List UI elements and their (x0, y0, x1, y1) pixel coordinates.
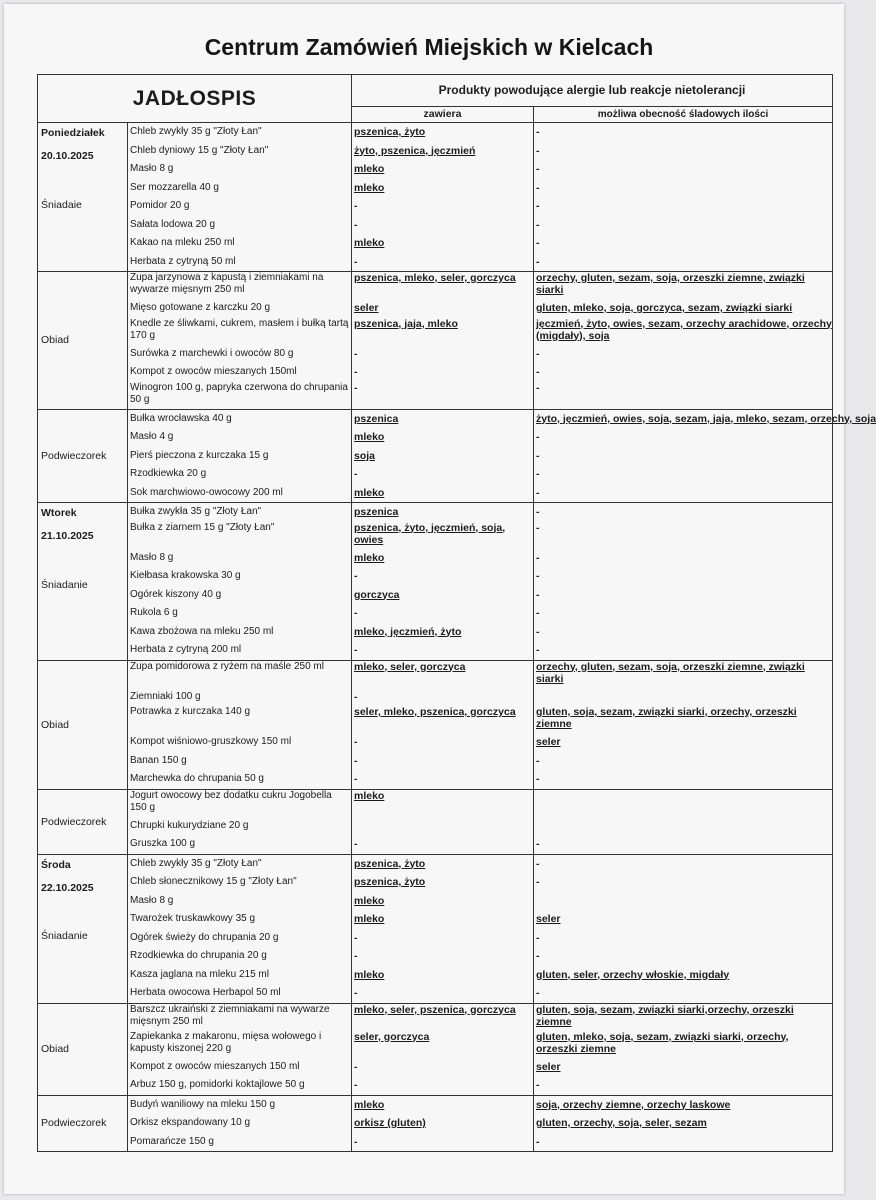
allergen-contains: - (354, 468, 358, 480)
allergen-contains: pszenica, żyto (354, 876, 426, 888)
allergen-contains: - (354, 1135, 358, 1148)
menu-item: Masło 8 g (130, 551, 174, 563)
allergen-traces: - (536, 506, 540, 518)
menu-item: Bułka zwykła 35 g "Złoty Łan" (130, 506, 262, 517)
menu-item: Pierś pieczona z kurczaka 15 g (130, 449, 269, 461)
allergen-contains: mleko (354, 968, 385, 981)
traces-cell (534, 660, 833, 789)
contains-cell (352, 1003, 534, 1095)
allergen-traces: - (536, 381, 540, 394)
allergen-contains: mleko (354, 237, 385, 249)
allergen-contains: - (354, 773, 358, 785)
allergen-traces: - (536, 838, 540, 850)
menu-item: Ziemniaki 100 g (130, 690, 201, 702)
allergen-contains: - (354, 931, 358, 944)
menu-item: Kompot z owoców mieszanych 150ml (130, 366, 297, 377)
menu-item: Orkisz ekspandowany 10 g (130, 1117, 251, 1128)
traces-cell (534, 272, 833, 410)
allergen-traces (534, 892, 832, 911)
menu-block-row (38, 789, 833, 854)
allergen-contains: - (354, 381, 358, 394)
allergen-contains: mleko (354, 181, 385, 194)
meal-label-cell (38, 409, 128, 503)
traces-cell (534, 854, 833, 1003)
allergen-contains: - (354, 347, 358, 360)
menu-item: Chrupki kukurydziane 20 g (130, 819, 249, 831)
menu-block-row (38, 272, 833, 410)
menu-item: Gruszka 100 g (130, 838, 196, 849)
items-cell (128, 123, 352, 272)
allergen-contains: - (354, 255, 358, 268)
allergen-contains: seler (354, 302, 379, 314)
meal-label-cell (38, 1095, 128, 1152)
menu-item: Ogórek kiszony 40 g (130, 588, 222, 600)
allergen-traces: gluten, soja, sezam, związki siarki, orzechy, orzeszki ziemne (536, 706, 797, 730)
items-cell (128, 660, 352, 789)
allergen-contains: seler, gorczyca (354, 1030, 430, 1043)
allergen-traces: seler (536, 736, 561, 748)
menu-item: Kompot z owoców mieszanych 150 ml (130, 1060, 300, 1072)
menu-item: Masło 8 g (130, 163, 174, 174)
allergen-contains: mleko (354, 163, 385, 175)
menu-item: Twarożek truskawkowy 35 g (130, 913, 256, 924)
meal-label-cell (38, 503, 128, 661)
menu-item: Chleb słonecznikowy 15 g "Złoty Łan" (130, 876, 297, 887)
menu-item: Masło 8 g (130, 894, 174, 906)
day-name: Poniedziałek (41, 127, 105, 139)
allergen-contains: mleko (354, 551, 385, 564)
menu-item: Kawa zbożowa na mleku 250 ml (130, 625, 274, 637)
day-date: 22.10.2025 (41, 881, 94, 894)
menu-item: Bułka wrocławska 40 g (130, 412, 232, 424)
allergen-contains: - (354, 218, 358, 231)
allergen-contains: - (354, 838, 358, 850)
meal-label-cell (38, 1003, 128, 1095)
allergen-contains: mleko (354, 789, 385, 802)
allergen-traces: - (536, 181, 540, 194)
allergen-traces: - (536, 754, 540, 767)
allergen-traces: - (536, 163, 540, 175)
allergen-traces: - (536, 644, 540, 656)
allergen-contains: - (354, 950, 358, 962)
day-name: Środa (41, 858, 71, 871)
menu-item: Winogron 100 g, papryka czerwona do chrupania 50 g (130, 381, 348, 405)
allergen-traces: - (536, 607, 540, 619)
menu-block-row (38, 503, 833, 661)
items-cell (128, 854, 352, 1003)
meal-name: Śniadaie (41, 198, 82, 211)
menu-item: Zupa pomidorowa z ryżem na maśle 250 ml (130, 660, 324, 672)
allergen-traces: - (536, 931, 540, 944)
meal-name: Śniadanie (41, 930, 88, 942)
allergen-traces: - (536, 468, 540, 480)
allergen-contains: pszenica, jaja, mleko (354, 317, 458, 330)
allergen-contains: pszenica, żyto (354, 126, 426, 138)
meal-label-cell (38, 123, 128, 272)
allergen-traces: - (536, 773, 540, 785)
allergen-contains: pszenica, mleko, seler, gorczyca (354, 272, 516, 284)
menu-item: Herbata z cytryną 200 ml (130, 644, 242, 655)
allergen-traces: - (536, 950, 540, 962)
contains-cell (352, 123, 534, 272)
menu-block-row (38, 1095, 833, 1152)
allergen-contains: mleko (354, 894, 385, 907)
allergen-traces: - (536, 486, 540, 499)
allergen-traces: - (536, 366, 540, 378)
menu-item: Herbata owocowa Herbapol 50 ml (130, 987, 281, 998)
menu-table (37, 74, 876, 1152)
menu-item: Masło 4 g (130, 431, 174, 442)
traces-cell (534, 503, 833, 661)
allergen-traces: - (536, 218, 540, 231)
menu-block-row (38, 123, 833, 272)
traces-cell (534, 1095, 833, 1152)
allergen-traces: - (536, 857, 540, 870)
allergen-heading: Produkty powodujące alergie lub reakcje nietolerancji (352, 75, 833, 107)
allergen-traces: - (536, 200, 540, 212)
allergen-traces: orzechy, gluten, sezam, soja, orzeszki ziemne, związki siarki (536, 660, 805, 685)
allergen-contains: - (354, 1079, 358, 1091)
day-name: Wtorek (41, 507, 77, 519)
menu-item: Rzodkiewka 20 g (130, 468, 207, 479)
traces-cell (534, 409, 876, 503)
menu-item: Chleb zwykły 35 g "Złoty Łan" (130, 857, 262, 869)
allergen-traces: - (536, 449, 540, 462)
meal-name: Obiad (41, 1043, 70, 1055)
menu-item: Budyń waniliowy na mleku 150 g (130, 1098, 276, 1110)
allergen-contains: - (354, 366, 358, 378)
menu-item: Marchewka do chrupania 50 g (130, 773, 264, 784)
meal-label-cell (38, 272, 128, 410)
allergen-traces: soja, orzechy ziemne, orzechy laskowe (536, 1098, 731, 1111)
allergen-contains: - (354, 754, 358, 767)
menu-item: Mięso gotowane z karczku 20 g (130, 302, 271, 313)
allergen-traces: - (536, 551, 540, 564)
allergen-contains: żyto, pszenica, jęczmień (354, 144, 476, 157)
allergen-contains: soja (354, 449, 376, 462)
items-cell (128, 1095, 352, 1152)
menu-item: Barszcz ukraiński z ziemniakami na wywarze mięsnym 250 ml (130, 1003, 330, 1027)
allergen-traces: - (536, 987, 540, 999)
allergen-contains: pszenica, żyto (354, 857, 426, 870)
menu-item: Zapiekanka z makaronu, mięsa wołowego i kapusty kiszonej 220 g (130, 1030, 322, 1054)
day-date: 21.10.2025 (41, 530, 94, 542)
items-cell (128, 1003, 352, 1095)
menu-item: Ser mozzarella 40 g (130, 181, 219, 193)
allergen-contains: seler, mleko, pszenica, gorczyca (354, 706, 516, 718)
meal-name: Obiad (41, 718, 70, 731)
allergen-contains: - (354, 987, 358, 999)
menu-item: Kompot wiśniowo-gruszkowy 150 ml (130, 736, 292, 747)
allergen-traces: - (536, 126, 540, 138)
contains-cell (352, 409, 534, 503)
menu-item: Jogurt owocowy bez dodatku cukru Jogobella 150 g (130, 789, 332, 813)
allergen-contains: - (354, 690, 358, 703)
day-date: 20.10.2025 (41, 150, 94, 162)
menu-item: Chleb zwykły 35 g "Złoty Łan" (130, 126, 262, 137)
menu-sheet (4, 4, 876, 1194)
menu-item: Sałata lodowa 20 g (130, 218, 216, 230)
allergen-traces: gluten, mleko, soja, gorczyca, sezam, związki siarki (536, 302, 793, 314)
items-cell (128, 503, 352, 661)
meal-label-cell (38, 660, 128, 789)
page-title: Centrum Zamówień Miejskich w Kielcach (204, 34, 654, 60)
allergen-traces: gluten, seler, orzechy włoskie, migdały (536, 968, 730, 981)
menu-item: Rukola 6 g (130, 607, 178, 618)
items-cell (128, 409, 352, 503)
allergen-contains: mleko (354, 431, 385, 443)
allergen-traces: żyto, jęczmień, owies, soja, sezam, jaja, mleko, sezam, orzechy, soja (536, 412, 876, 425)
contains-cell (352, 789, 534, 854)
items-cell (128, 789, 352, 854)
allergen-traces: - (536, 1079, 540, 1091)
contains-cell (352, 660, 534, 789)
allergen-contains: - (354, 200, 358, 212)
allergen-traces: jęczmień, żyto, owies, sezam, orzechy arachidowe, orzechy (migdały), soja (536, 317, 832, 342)
menu-item: Kiełbasa krakowska 30 g (130, 570, 241, 581)
contains-cell (352, 503, 534, 661)
allergen-contains: mleko (354, 486, 385, 499)
menu-block-row (38, 409, 833, 503)
menu-item: Banan 150 g (130, 754, 187, 766)
menu-block-row (38, 1003, 833, 1095)
contains-cell (352, 854, 534, 1003)
items-cell (128, 272, 352, 410)
allergen-contains: - (354, 1060, 358, 1073)
allergen-traces: gluten, orzechy, soja, seler, sezam (536, 1117, 707, 1129)
meal-name: Podwieczorek (41, 815, 107, 828)
menu-body (38, 123, 876, 1152)
meal-name: Podwieczorek (41, 1117, 107, 1130)
allergen-traces: - (536, 255, 540, 268)
menu-item: Herbata z cytryną 50 ml (130, 255, 236, 267)
contains-cell (352, 272, 534, 410)
allergen-contains: pszenica, żyto, jęczmień, soja, owies (354, 521, 506, 546)
allergen-traces: - (536, 625, 540, 638)
traces-cell (534, 123, 833, 272)
allergen-contains: - (354, 736, 358, 748)
menu-item: Pomidor 20 g (130, 200, 190, 211)
allergen-traces: seler (536, 913, 561, 925)
menu-heading: JADŁOSPIS (38, 75, 352, 123)
menu-item: Arbuz 150 g, pomidorki koktajlowe 50 g (130, 1079, 305, 1090)
traces-heading: możliwa obecność śladowych ilości (534, 106, 833, 122)
traces-cell (534, 789, 833, 854)
allergen-contains: pszenica (354, 412, 399, 425)
allergen-contains: mleko (354, 1098, 385, 1111)
allergen-contains: - (354, 570, 358, 582)
menu-item: Kakao na mleku 250 ml (130, 237, 235, 248)
menu-item: Bułka z ziarnem 15 g "Złoty Łan" (130, 521, 275, 533)
menu-item: Kasza jaglana na mleku 215 ml (130, 968, 269, 980)
allergen-contains: mleko (354, 913, 385, 925)
allergen-traces: - (536, 588, 540, 601)
menu-item: Chleb dyniowy 15 g "Złoty Łan" (130, 144, 269, 156)
allergen-contains: mleko, seler, gorczyca (354, 660, 466, 673)
traces-cell (534, 1003, 833, 1095)
allergen-contains (352, 817, 533, 836)
meal-label-cell (38, 854, 128, 1003)
allergen-traces: - (536, 237, 540, 249)
allergen-traces: orzechy, gluten, sezam, soja, orzeszki ziemne, związki siarki (536, 272, 805, 296)
allergen-traces: gluten, soja, sezam, związki siarki,orzechy, orzeszki ziemne (536, 1003, 794, 1028)
menu-block-row (38, 854, 833, 1003)
menu-item: Zupa jarzynowa z kapustą i ziemniakami na wywarze mięsnym 250 ml (130, 272, 324, 295)
meal-name: Obiad (41, 334, 70, 347)
allergen-contains: orkisz (gluten) (354, 1117, 426, 1129)
allergen-traces: - (536, 876, 540, 888)
menu-item: Ogórek świeży do chrupania 20 g (130, 931, 279, 943)
allergen-traces: - (536, 144, 540, 157)
meal-name: Podwieczorek (41, 449, 107, 462)
allergen-contains: gorczyca (354, 588, 400, 601)
allergen-contains: - (354, 607, 358, 619)
menu-item: Sok marchwiowo-owocowy 200 ml (130, 486, 283, 498)
menu-item: Rzodkiewka do chrupania 20 g (130, 950, 267, 961)
allergen-traces: - (536, 570, 540, 582)
allergen-traces: seler (536, 1060, 561, 1073)
allergen-contains: pszenica (354, 506, 399, 518)
contains-heading: zawiera (352, 106, 534, 122)
menu-block-row (38, 660, 833, 789)
allergen-traces (534, 790, 832, 817)
allergen-contains: mleko, jęczmień, żyto (354, 625, 462, 638)
allergen-contains: mleko, seler, pszenica, gorczyca (354, 1003, 516, 1016)
allergen-traces: - (536, 347, 540, 360)
allergen-traces: gluten, mleko, soja, sezam, związki siarki, orzechy, orzeszki ziemne (536, 1030, 789, 1055)
allergen-contains: - (354, 644, 358, 656)
contains-cell (352, 1095, 534, 1152)
menu-item: Surówka z marchewki i owoców 80 g (130, 347, 294, 359)
menu-item: Potrawka z kurczaka 140 g (130, 706, 251, 717)
allergen-traces: - (536, 521, 540, 534)
allergen-traces: - (536, 1135, 540, 1148)
allergen-traces: - (536, 431, 540, 443)
allergen-traces (534, 688, 832, 707)
menu-item: Pomarańcze 150 g (130, 1135, 214, 1147)
allergen-traces (534, 817, 832, 836)
menu-item: Knedle ze śliwkami, cukrem, masłem i bułką tartą 170 g (130, 317, 349, 341)
meal-name: Śniadanie (41, 578, 88, 591)
meal-label-cell (38, 789, 128, 854)
